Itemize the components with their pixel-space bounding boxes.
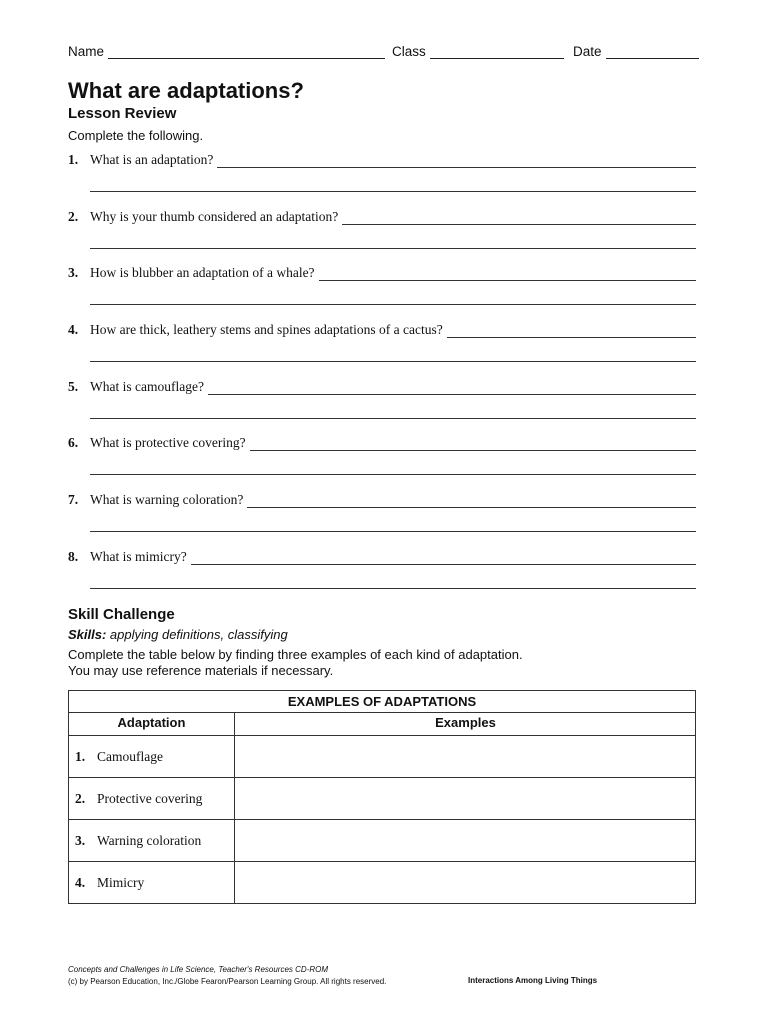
question-8 — [68, 547, 696, 597]
question-text: How are thick, leathery stems and spines adaptations of a cactus? — [90, 322, 443, 337]
table-header-row — [69, 712, 695, 736]
question-2 — [68, 207, 696, 257]
question-text: What is protective covering? — [90, 435, 246, 450]
column-header-examples: Examples — [234, 713, 696, 736]
answer-line[interactable] — [90, 234, 696, 249]
examples-cell[interactable] — [234, 862, 696, 904]
adaptation-cell — [69, 736, 234, 778]
row-number: 1. — [75, 749, 86, 764]
question-text: What is warning coloration? — [90, 492, 244, 507]
answer-line[interactable] — [90, 574, 696, 589]
answer-line[interactable] — [447, 324, 696, 338]
question-number: 4. — [68, 322, 79, 337]
question-number: 7. — [68, 492, 79, 507]
answer-line[interactable] — [208, 381, 696, 395]
name-blank[interactable] — [108, 44, 385, 59]
table-row — [69, 861, 695, 904]
answer-line[interactable] — [191, 551, 696, 565]
adaptation-cell — [69, 862, 234, 904]
question-1 — [68, 150, 696, 200]
skill-challenge-heading: Skill Challenge — [68, 606, 175, 623]
class-field[interactable] — [392, 44, 564, 59]
row-number: 3. — [75, 833, 86, 848]
question-number: 6. — [68, 435, 79, 450]
answer-line[interactable] — [90, 517, 696, 532]
name-label: Name — [68, 44, 105, 59]
question-number: 2. — [68, 209, 79, 224]
footer-source: Concepts and Challenges in Life Science, Teacher's Resources CD-ROM — [68, 965, 329, 974]
answer-line[interactable] — [90, 347, 696, 362]
question-number: 1. — [68, 152, 79, 167]
question-text: What is camouflage? — [90, 379, 204, 394]
row-label: Camouflage — [97, 749, 163, 764]
examples-cell[interactable] — [234, 736, 696, 778]
table-row — [69, 735, 695, 778]
examples-cell[interactable] — [234, 778, 696, 820]
question-7 — [68, 490, 696, 540]
answer-line[interactable] — [90, 460, 696, 475]
answer-line[interactable] — [90, 404, 696, 419]
class-label: Class — [392, 44, 426, 59]
table-row — [69, 819, 695, 862]
question-text: What is an adaptation? — [90, 152, 214, 167]
question-number: 5. — [68, 379, 79, 394]
date-field[interactable] — [573, 44, 699, 59]
skill-instruction-line2: You may use reference materials if necessary. — [68, 663, 334, 678]
row-label: Warning coloration — [97, 833, 202, 848]
row-label: Mimicry — [97, 875, 145, 890]
footer-credits — [68, 964, 386, 988]
question-text: What is mimicry? — [90, 549, 187, 564]
header-fields — [68, 44, 702, 64]
class-blank[interactable] — [430, 44, 564, 59]
table-title: EXAMPLES OF ADAPTATIONS — [287, 694, 477, 709]
name-field[interactable] — [68, 44, 385, 59]
question-text: Why is your thumb considered an adaptation? — [90, 209, 339, 224]
answer-line[interactable] — [247, 494, 696, 508]
page-title: What are adaptations? — [68, 78, 304, 103]
answer-line[interactable] — [217, 154, 696, 168]
answer-line[interactable] — [90, 177, 696, 192]
adaptation-cell — [69, 820, 234, 862]
question-3 — [68, 263, 696, 313]
question-6 — [68, 433, 696, 483]
table-row — [69, 777, 695, 820]
row-label: Protective covering — [97, 791, 203, 806]
lesson-review-heading: Lesson Review — [68, 105, 177, 122]
skill-instruction-line1: Complete the table below by finding three examples of each kind of adaptation. — [68, 647, 523, 662]
adaptation-cell — [69, 778, 234, 820]
question-4 — [68, 320, 696, 370]
answer-line[interactable] — [319, 267, 696, 281]
column-header-adaptation: Adaptation — [117, 715, 186, 730]
answer-line[interactable] — [250, 437, 696, 451]
adaptations-table — [68, 690, 696, 904]
row-number: 4. — [75, 875, 86, 890]
answer-line[interactable] — [90, 290, 696, 305]
answer-line[interactable] — [342, 211, 696, 225]
lesson-review-instruction: Complete the following. — [68, 128, 204, 143]
skills-line — [68, 627, 288, 642]
footer-unit-title: Interactions Among Living Things — [468, 976, 598, 985]
skills-label: Skills: — [68, 627, 107, 642]
question-5 — [68, 377, 696, 427]
skills-text: applying definitions, classifying — [109, 627, 288, 642]
question-number: 3. — [68, 265, 79, 280]
footer-copyright: (c) by Pearson Education, Inc./Globe Fearon/Pearson Learning Group. All rights reserved. — [68, 977, 387, 986]
date-blank[interactable] — [606, 44, 699, 59]
question-text: How is blubber an adaptation of a whale? — [90, 265, 315, 280]
date-label: Date — [573, 44, 602, 59]
examples-cell[interactable] — [234, 820, 696, 862]
question-number: 8. — [68, 549, 79, 564]
row-number: 2. — [75, 791, 86, 806]
